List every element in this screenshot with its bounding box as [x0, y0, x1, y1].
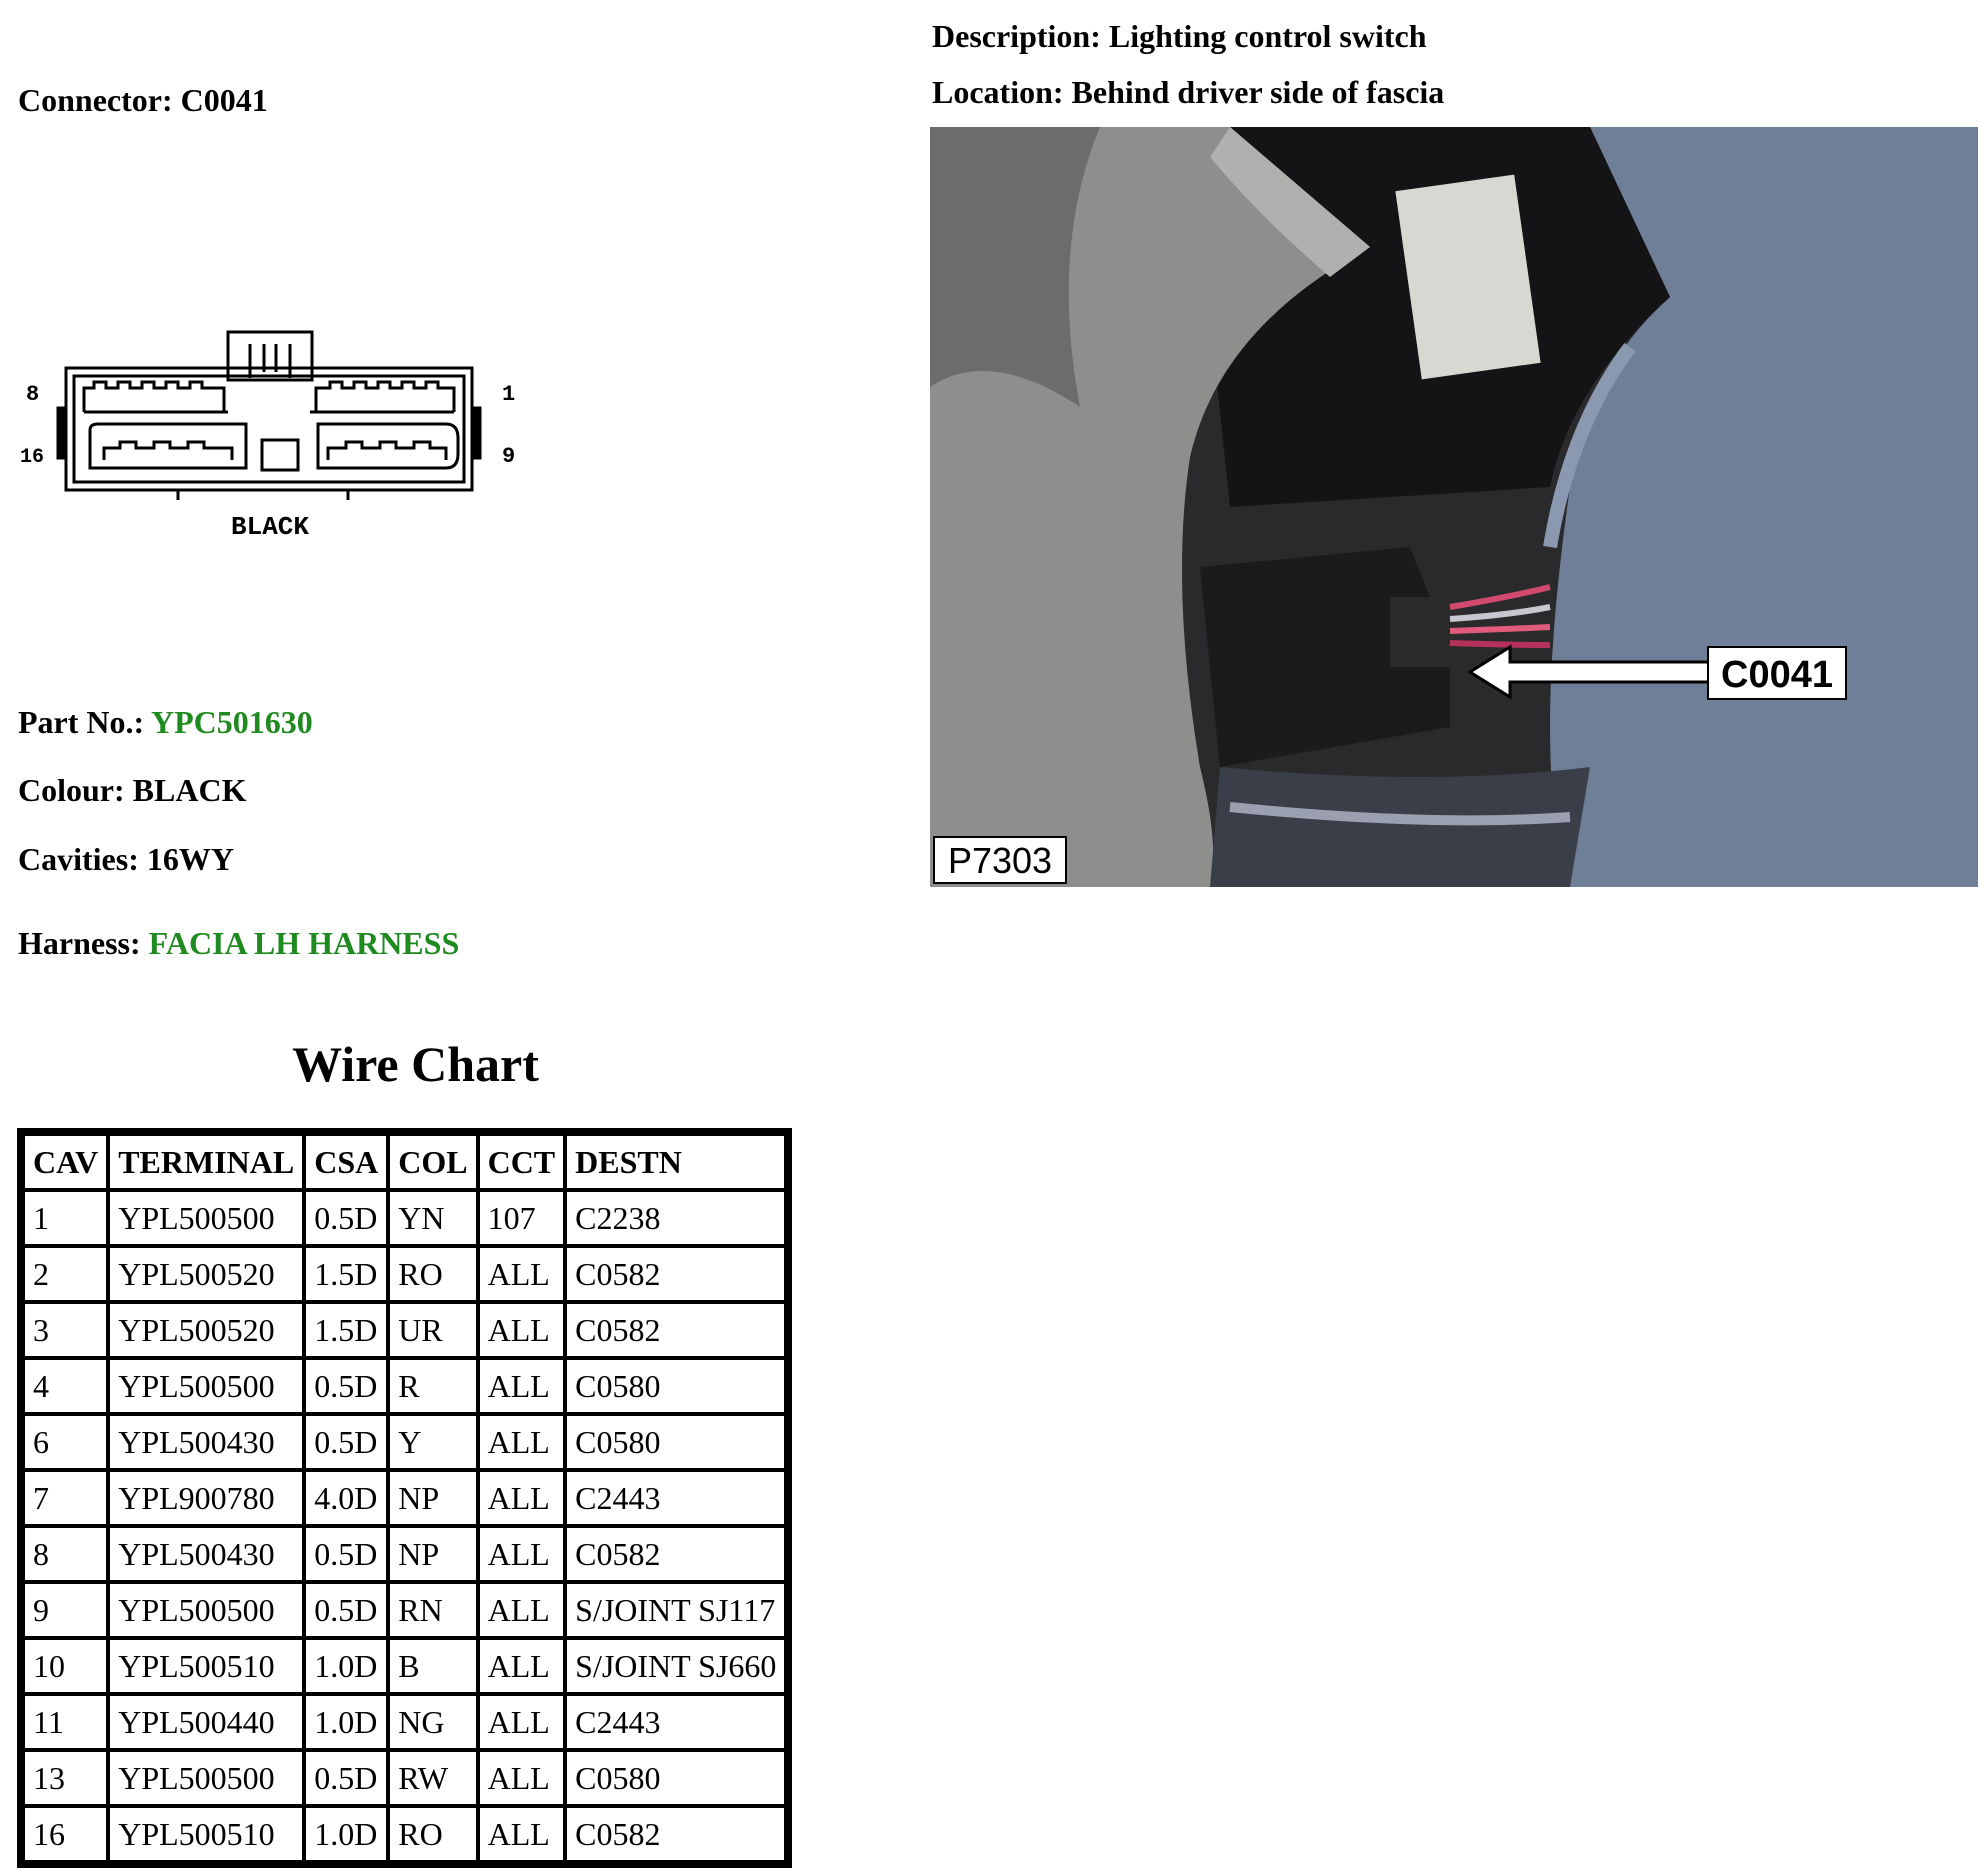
cct-cell: ALL	[480, 1304, 564, 1356]
location-value: Behind driver side of fascia	[1071, 74, 1445, 110]
cct-cell: ALL	[480, 1416, 564, 1468]
csa-cell: 0.5D	[306, 1752, 386, 1804]
csa-cell: 1.0D	[306, 1640, 386, 1692]
terminal-cell: YPL500430	[110, 1416, 302, 1468]
cav-cell: 9	[25, 1584, 106, 1636]
bottom-left-cavities	[90, 424, 246, 468]
location-label: Location:	[932, 74, 1064, 110]
pin-label-bottom-right: 9	[502, 444, 516, 469]
cct-cell: ALL	[480, 1360, 564, 1412]
terminal-cell: YPL500510	[110, 1808, 302, 1860]
destn-cell: C2238	[567, 1192, 784, 1244]
col-cell: R	[390, 1360, 475, 1412]
connector-value: C0041	[180, 82, 268, 118]
connector-housing	[66, 368, 472, 490]
description-line	[932, 18, 1427, 55]
destn-cell: C0580	[567, 1360, 784, 1412]
cavities-line	[18, 841, 234, 878]
cav-cell: 6	[25, 1416, 106, 1468]
location-photo	[930, 127, 1978, 887]
wire-chart-body	[25, 1192, 784, 1860]
col-cell: RO	[390, 1808, 475, 1860]
colour-value: BLACK	[132, 772, 247, 808]
terminal-cell: YPL500510	[110, 1640, 302, 1692]
photo-callout-label: C0041	[1721, 654, 1833, 696]
table-row	[25, 1808, 784, 1860]
cct-cell: ALL	[480, 1248, 564, 1300]
top-right-cavities	[316, 382, 454, 412]
column-header: TERMINAL	[110, 1136, 302, 1188]
table-row	[25, 1248, 784, 1300]
connector-line	[18, 82, 268, 119]
terminal-cell: YPL500500	[110, 1584, 302, 1636]
connector-key	[262, 440, 298, 470]
table-row	[25, 1584, 784, 1636]
column-header: DESTN	[567, 1136, 784, 1188]
wire-chart-table	[17, 1128, 792, 1868]
col-cell: NP	[390, 1528, 475, 1580]
cav-cell: 7	[25, 1472, 106, 1524]
csa-cell: 1.5D	[306, 1248, 386, 1300]
part-number-line	[18, 704, 313, 741]
csa-cell: 4.0D	[306, 1472, 386, 1524]
description-label: Description:	[932, 18, 1101, 54]
destn-cell: C0580	[567, 1752, 784, 1804]
terminal-cell: YPL500440	[110, 1696, 302, 1748]
destn-cell: C0580	[567, 1416, 784, 1468]
col-cell: RN	[390, 1584, 475, 1636]
col-cell: RO	[390, 1248, 475, 1300]
harness-line	[18, 925, 459, 962]
col-cell: UR	[390, 1304, 475, 1356]
destn-cell: C0582	[567, 1528, 784, 1580]
csa-cell: 0.5D	[306, 1416, 386, 1468]
table-row	[25, 1360, 784, 1412]
terminal-cell: YPL900780	[110, 1472, 302, 1524]
cct-cell: ALL	[480, 1472, 564, 1524]
table-row	[25, 1640, 784, 1692]
table-row	[25, 1304, 784, 1356]
cav-cell: 11	[25, 1696, 106, 1748]
harness-label: Harness:	[18, 925, 141, 961]
cav-cell: 2	[25, 1248, 106, 1300]
table-row	[25, 1752, 784, 1804]
cav-cell: 1	[25, 1192, 106, 1244]
column-header: CCT	[480, 1136, 564, 1188]
col-cell: RW	[390, 1752, 475, 1804]
cct-cell: ALL	[480, 1528, 564, 1580]
connector-label: Connector:	[18, 82, 173, 118]
colour-line	[18, 772, 246, 809]
destn-cell: S/JOINT SJ117	[567, 1584, 784, 1636]
terminal-cell: YPL500500	[110, 1360, 302, 1412]
colour-label: Colour:	[18, 772, 125, 808]
top-left-cavities	[84, 382, 224, 412]
wire-chart-title: Wire Chart	[292, 1036, 539, 1092]
terminal-cell: YPL500520	[110, 1304, 302, 1356]
cav-cell: 10	[25, 1640, 106, 1692]
part-number-link[interactable]: YPC501630	[150, 704, 313, 740]
table-row	[25, 1696, 784, 1748]
cav-cell: 8	[25, 1528, 106, 1580]
pin-label-top-left: 8	[26, 382, 40, 407]
csa-cell: 0.5D	[306, 1528, 386, 1580]
csa-cell: 0.5D	[306, 1360, 386, 1412]
connector-face-diagram	[18, 320, 538, 550]
connector-latch	[228, 332, 312, 380]
table-header-row	[25, 1136, 784, 1188]
col-cell: NP	[390, 1472, 475, 1524]
harness-link[interactable]: FACIA LH HARNESS	[148, 925, 460, 961]
bottom-right-cavities	[318, 424, 458, 468]
column-header: CSA	[306, 1136, 386, 1188]
cct-cell: ALL	[480, 1696, 564, 1748]
table-row	[25, 1192, 784, 1244]
cav-cell: 16	[25, 1808, 106, 1860]
table-row	[25, 1472, 784, 1524]
pin-label-top-right: 1	[502, 382, 516, 407]
destn-cell: C2443	[567, 1696, 784, 1748]
csa-cell: 0.5D	[306, 1192, 386, 1244]
photo-id-label: P7303	[947, 840, 1053, 881]
cav-cell: 3	[25, 1304, 106, 1356]
diagram-caption: BLACK	[230, 512, 310, 542]
connector-inner-frame	[74, 376, 464, 482]
cav-cell: 4	[25, 1360, 106, 1412]
terminal-cell: YPL500500	[110, 1192, 302, 1244]
csa-cell: 1.0D	[306, 1696, 386, 1748]
destn-cell: C2443	[567, 1472, 784, 1524]
cct-cell: ALL	[480, 1752, 564, 1804]
destn-cell: C0582	[567, 1248, 784, 1300]
destn-cell: C0582	[567, 1304, 784, 1356]
cct-cell: ALL	[480, 1640, 564, 1692]
cct-cell: ALL	[480, 1584, 564, 1636]
col-cell: B	[390, 1640, 475, 1692]
csa-cell: 0.5D	[306, 1584, 386, 1636]
table-row	[25, 1528, 784, 1580]
cav-cell: 13	[25, 1752, 106, 1804]
column-header: COL	[390, 1136, 475, 1188]
cct-cell: 107	[480, 1192, 564, 1244]
column-header: CAV	[25, 1136, 106, 1188]
col-cell: NG	[390, 1696, 475, 1748]
terminal-cell: YPL500430	[110, 1528, 302, 1580]
part-number-label: Part No.:	[18, 704, 145, 740]
terminal-cell: YPL500520	[110, 1248, 302, 1300]
destn-cell: C0582	[567, 1808, 784, 1860]
terminal-cell: YPL500500	[110, 1752, 302, 1804]
location-line	[932, 74, 1444, 111]
csa-cell: 1.5D	[306, 1304, 386, 1356]
cavities-value: 16WY	[146, 841, 234, 877]
col-cell: Y	[390, 1416, 475, 1468]
destn-cell: S/JOINT SJ660	[567, 1640, 784, 1692]
csa-cell: 1.0D	[306, 1808, 386, 1860]
cavities-label: Cavities:	[18, 841, 139, 877]
pin-label-bottom-left: 16	[20, 446, 45, 469]
table-row	[25, 1416, 784, 1468]
col-cell: YN	[390, 1192, 475, 1244]
description-value: Lighting control switch	[1108, 18, 1427, 54]
cct-cell: ALL	[480, 1808, 564, 1860]
